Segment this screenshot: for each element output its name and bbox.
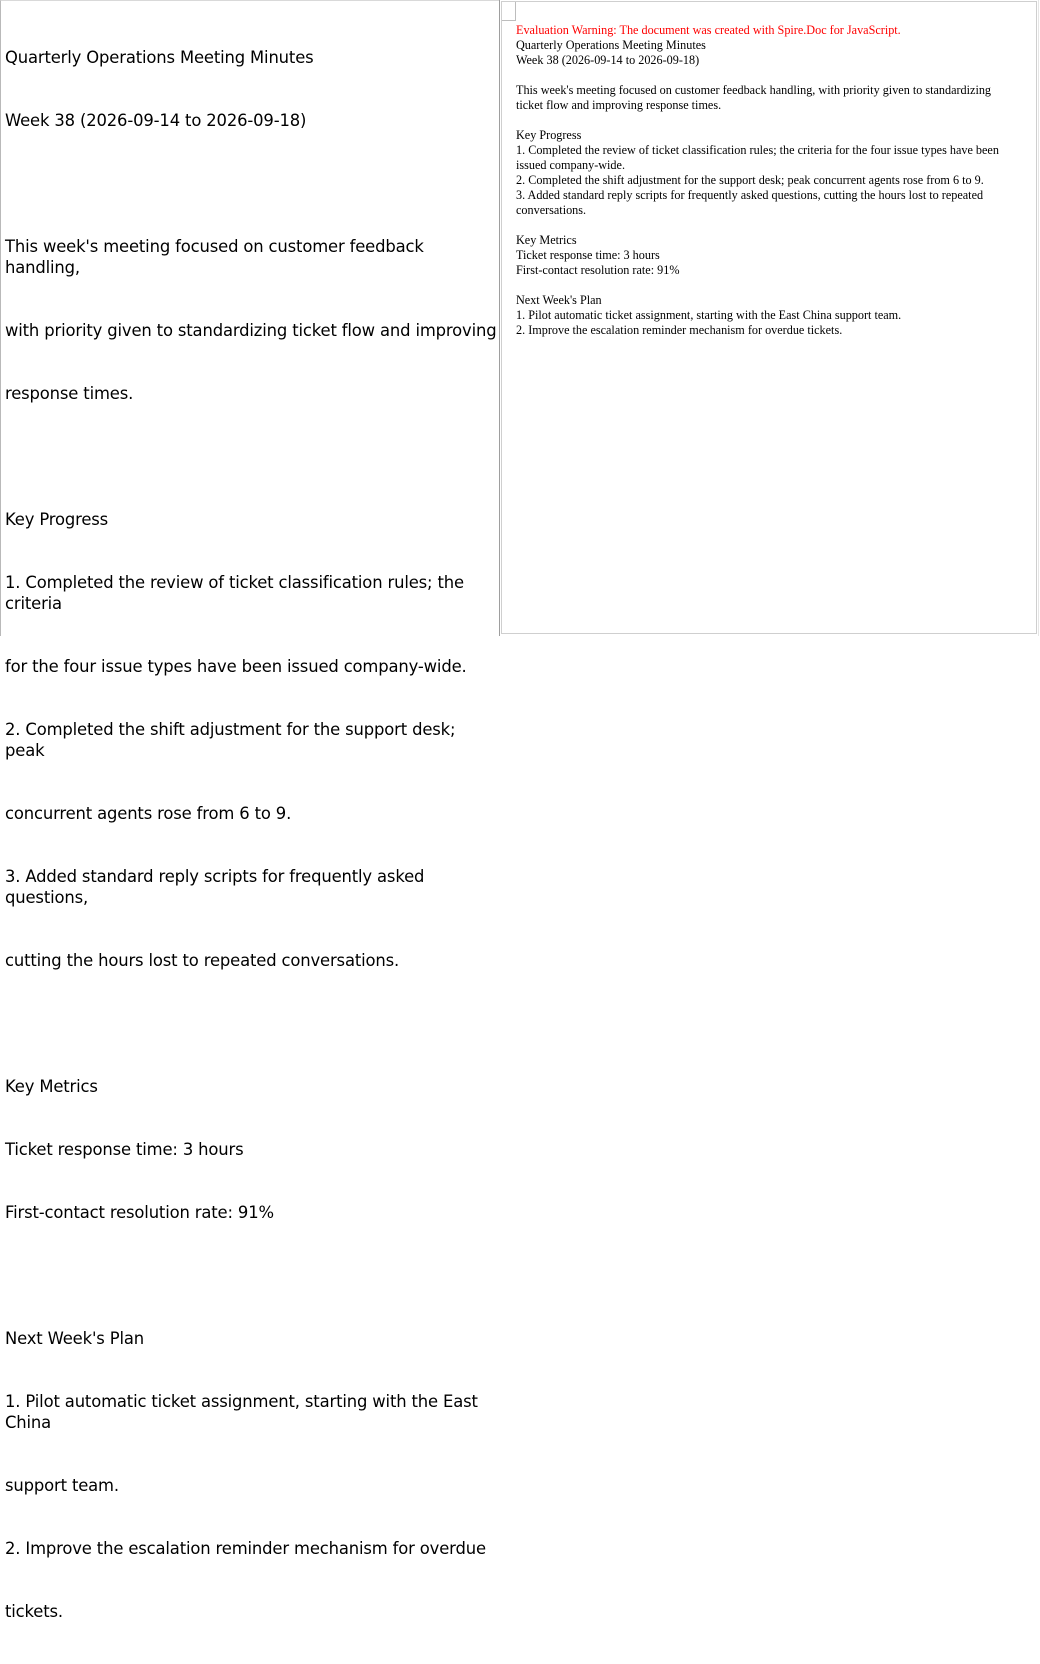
page-corner-marker (502, 2, 516, 21)
source-line: cutting the hours lost to repeated conversations. (5, 951, 400, 970)
source-line: First-contact resolution rate: 91% (5, 1203, 274, 1222)
doc-line (516, 278, 1032, 293)
doc-line: ticket flow and improving response times. (516, 98, 722, 112)
source-line: 1. Completed the review of ticket classification rules; the criteria (5, 573, 469, 613)
source-line: Week 38 (2026-09-14 to 2026-09-18) (5, 111, 307, 130)
doc-line: conversations. (516, 203, 587, 217)
doc-line: Week 38 (2026-09-14 to 2026-09-18) (516, 53, 700, 67)
source-line (5, 1013, 499, 1034)
doc-line (516, 218, 1032, 233)
doc-line: 3. Added standard reply scripts for frequently asked questions, cutting the hours lost to repeated (516, 188, 984, 202)
document-body (516, 23, 1032, 338)
source-line: Next Week's Plan (5, 1329, 145, 1348)
source-line: 2. Improve the escalation reminder mechanism for overdue (5, 1539, 486, 1558)
doc-line: Key Metrics (516, 233, 577, 247)
preview-pane[interactable] (500, 0, 1040, 636)
doc-line: 1. Pilot automatic ticket assignment, starting with the East China support team. (516, 308, 902, 322)
doc-line: Ticket response time: 3 hours (516, 248, 660, 262)
source-line: concurrent agents rose from 6 to 9. (5, 804, 292, 823)
source-text-pane[interactable] (0, 0, 499, 1621)
doc-line: issued company-wide. (516, 158, 625, 172)
source-line: Ticket response time: 3 hours (5, 1140, 244, 1159)
source-line: This week's meeting focused on customer feedback handling, (5, 237, 429, 277)
source-line: 2. Completed the shift adjustment for the support desk; peak (5, 720, 461, 760)
doc-line: Key Progress (516, 128, 582, 142)
source-line: 3. Added standard reply scripts for frequently asked questions, (5, 867, 430, 907)
evaluation-warning: Evaluation Warning: The document was created with Spire.Doc for JavaScript. (516, 23, 901, 37)
source-line (5, 446, 499, 467)
source-line (5, 1265, 499, 1286)
doc-line (516, 68, 1032, 83)
source-line (5, 173, 499, 194)
source-line: response times. (5, 384, 134, 403)
source-line: with priority given to standardizing ticket flow and improving (5, 321, 497, 340)
source-line: Key Progress (5, 510, 109, 529)
source-text-content[interactable] (1, 1, 499, 1664)
source-line: support team. (5, 1476, 119, 1495)
source-line: for the four issue types have been issued company-wide. (5, 657, 467, 676)
doc-line: First-contact resolution rate: 91% (516, 263, 680, 277)
document-page (501, 1, 1037, 634)
doc-line: 2. Improve the escalation reminder mechanism for overdue tickets. (516, 323, 843, 337)
doc-line: 1. Completed the review of ticket classification rules; the criteria for the four issue types have been (516, 143, 999, 157)
source-line: Key Metrics (5, 1077, 98, 1096)
source-line: 1. Pilot automatic ticket assignment, starting with the East China (5, 1392, 483, 1432)
source-line: Quarterly Operations Meeting Minutes (5, 48, 314, 67)
source-line: tickets. (5, 1602, 63, 1621)
doc-line: Next Week's Plan (516, 293, 602, 307)
doc-line: This week's meeting focused on customer feedback handling, with priority given to standardizing (516, 83, 992, 97)
doc-line: Quarterly Operations Meeting Minutes (516, 38, 706, 52)
doc-line (516, 113, 1032, 128)
doc-line: 2. Completed the shift adjustment for the support desk; peak concurrent agents rose from 6 to 9. (516, 173, 984, 187)
preview-edge (1038, 0, 1039, 636)
